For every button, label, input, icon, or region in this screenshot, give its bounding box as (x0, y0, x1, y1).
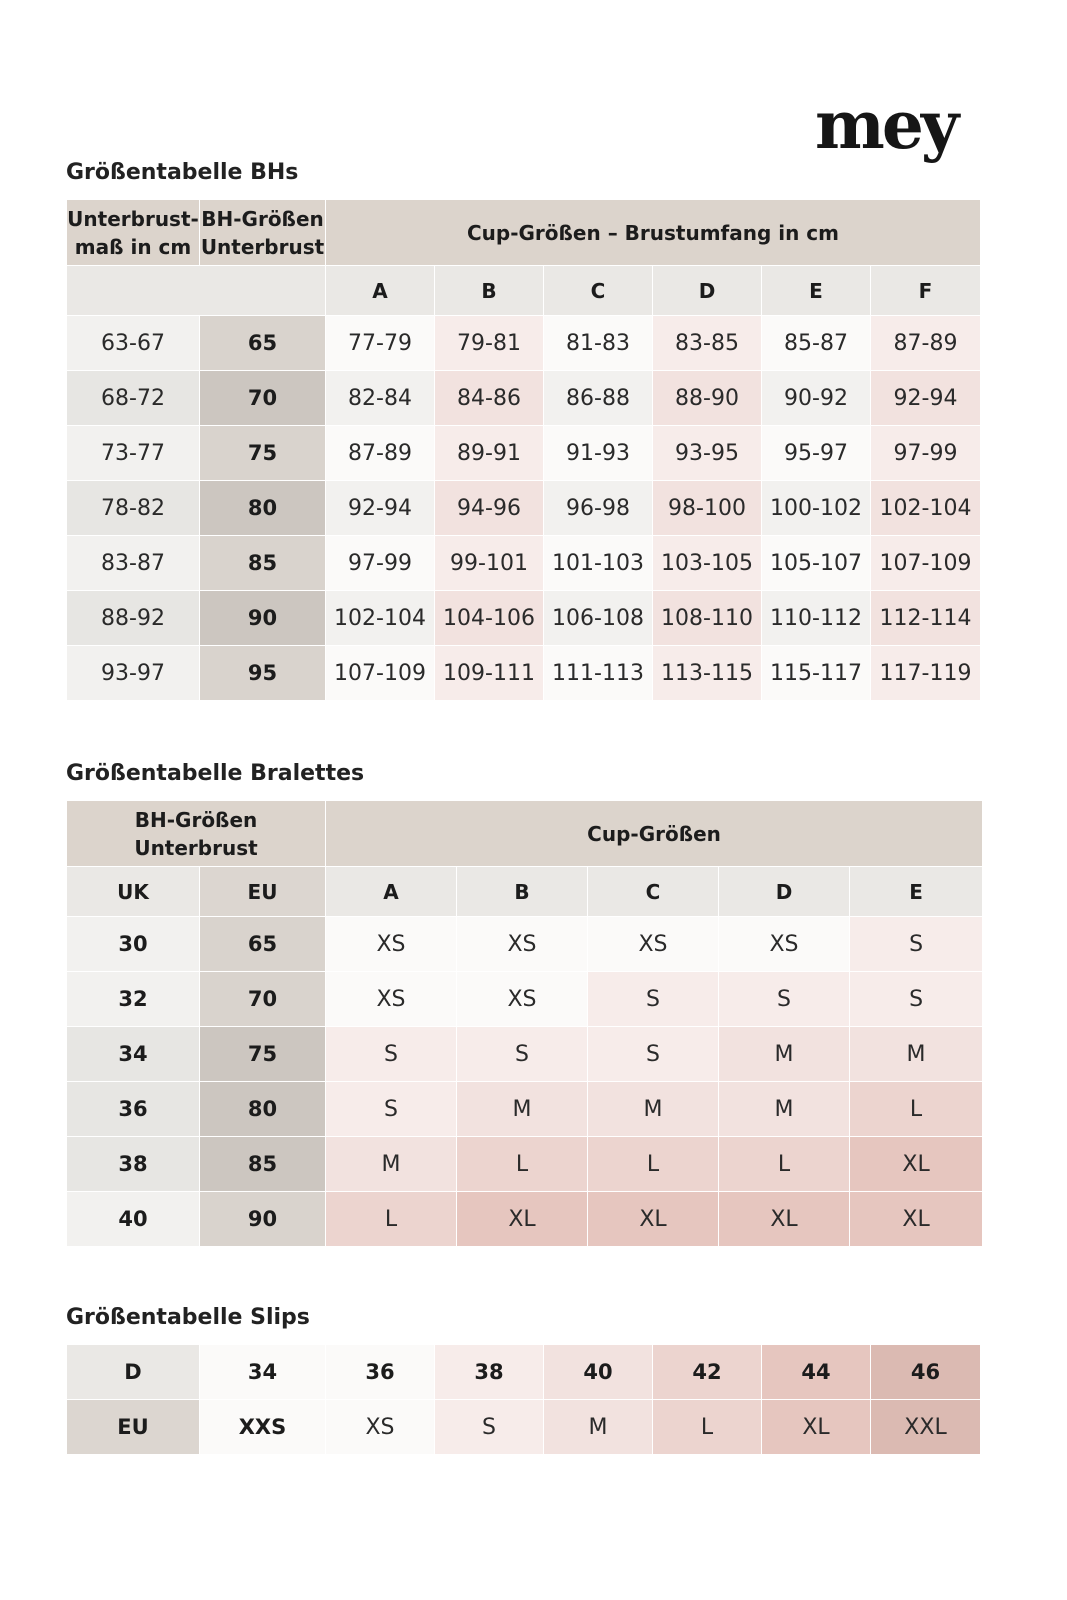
bhs-size-cell: 80 (200, 481, 326, 536)
bhs-size-cell: 65 (200, 316, 326, 371)
bhs-cup-cell: 117-119 (871, 646, 981, 701)
bhs-cup-cell: 110-112 (762, 591, 871, 646)
bralettes-header-eu: EU (200, 867, 326, 917)
bhs-cup-cell: 100-102 (762, 481, 871, 536)
bralettes-cup-cell: S (588, 1027, 719, 1082)
bhs-size-cell: 70 (200, 371, 326, 426)
bhs-cup-cell: 92-94 (326, 481, 435, 536)
bhs-cup-cell: 79-81 (435, 316, 544, 371)
slips-d-cell: 42 (653, 1345, 762, 1400)
bhs-cup-cell: 98-100 (653, 481, 762, 536)
bralettes-uk-cell: 34 (67, 1027, 200, 1082)
slips-d-cell: 44 (762, 1345, 871, 1400)
bhs-underbust-cell: 88-92 (67, 591, 200, 646)
bhs-cup-cell: 83-85 (653, 316, 762, 371)
table-row (67, 591, 981, 646)
table-row (67, 1345, 981, 1400)
bhs-cup-cell: 107-109 (326, 646, 435, 701)
bralettes-cup-cell: XS (457, 917, 588, 972)
slips-table (66, 1344, 981, 1455)
bhs-cup-cell: 109-111 (435, 646, 544, 701)
bralettes-uk-cell: 40 (67, 1192, 200, 1247)
bralettes-cup-cell: S (850, 917, 983, 972)
bhs-cup-cell: 77-79 (326, 316, 435, 371)
bhs-cup-cell: 81-83 (544, 316, 653, 371)
bhs-underbust-cell: 83-87 (67, 536, 200, 591)
bralettes-header-cup-group: Cup-Größen (326, 801, 983, 867)
bhs-cup-header: F (871, 266, 981, 316)
table-row (67, 917, 983, 972)
bralettes-cup-cell: XS (719, 917, 850, 972)
bralettes-cup-cell: L (457, 1137, 588, 1192)
bralettes-cup-cell: L (588, 1137, 719, 1192)
bhs-cup-cell: 113-115 (653, 646, 762, 701)
bhs-cup-cell: 103-105 (653, 536, 762, 591)
bhs-header-cup-group: Cup-Größen – Brustumfang in cm (326, 200, 981, 266)
bhs-cup-cell: 95-97 (762, 426, 871, 481)
bralettes-header-uk: UK (67, 867, 200, 917)
bhs-cup-cell: 96-98 (544, 481, 653, 536)
bralettes-cup-cell: XL (850, 1137, 983, 1192)
slips-title: Größentabelle Slips (66, 1305, 310, 1330)
bhs-size-cell: 90 (200, 591, 326, 646)
bralettes-cup-cell: S (719, 972, 850, 1027)
bralettes-cup-cell: XL (850, 1192, 983, 1247)
slips-d-cell: 40 (544, 1345, 653, 1400)
bralettes-cup-cell: M (850, 1027, 983, 1082)
bhs-underbust-cell: 73-77 (67, 426, 200, 481)
bralettes-cup-cell: XL (457, 1192, 588, 1247)
bhs-cup-cell: 106-108 (544, 591, 653, 646)
table-row (67, 426, 981, 481)
table-row (67, 972, 983, 1027)
bhs-underbust-cell: 68-72 (67, 371, 200, 426)
bhs-underbust-cell: 93-97 (67, 646, 200, 701)
bralettes-cup-cell: XS (326, 972, 457, 1027)
bhs-cup-cell: 102-104 (326, 591, 435, 646)
bhs-cup-cell: 87-89 (871, 316, 981, 371)
bhs-cup-cell: 91-93 (544, 426, 653, 481)
bralettes-cup-cell: XS (326, 917, 457, 972)
slips-eu-cell: XXS (200, 1400, 326, 1455)
slips-row-label-d: D (67, 1345, 200, 1400)
bralettes-cup-header: E (850, 867, 983, 917)
bralettes-cup-cell: S (588, 972, 719, 1027)
bhs-cup-cell: 115-117 (762, 646, 871, 701)
bralettes-cup-header: D (719, 867, 850, 917)
table-row (67, 646, 981, 701)
bhs-cup-cell: 87-89 (326, 426, 435, 481)
bhs-cup-cell: 105-107 (762, 536, 871, 591)
bralettes-cup-cell: M (326, 1137, 457, 1192)
bralettes-eu-cell: 90 (200, 1192, 326, 1247)
bhs-cup-header: C (544, 266, 653, 316)
slips-eu-cell: XS (326, 1400, 435, 1455)
bhs-cup-cell: 89-91 (435, 426, 544, 481)
slips-row-label-eu: EU (67, 1400, 200, 1455)
bhs-size-cell: 75 (200, 426, 326, 481)
bralettes-title: Größentabelle Bralettes (66, 761, 365, 786)
bralettes-uk-cell: 36 (67, 1082, 200, 1137)
bhs-cup-cell: 84-86 (435, 371, 544, 426)
brand-logo: mey (815, 86, 957, 164)
bhs-table (66, 199, 981, 701)
slips-eu-cell: M (544, 1400, 653, 1455)
bhs-cup-header: A (326, 266, 435, 316)
bralettes-cup-cell: M (457, 1082, 588, 1137)
bhs-cup-cell: 85-87 (762, 316, 871, 371)
bralettes-table (66, 800, 983, 1247)
bralettes-cup-cell: XL (588, 1192, 719, 1247)
bralettes-cup-cell: L (326, 1192, 457, 1247)
table-row (67, 1027, 983, 1082)
bralettes-cup-cell: S (326, 1082, 457, 1137)
bralettes-eu-cell: 85 (200, 1137, 326, 1192)
bhs-cup-cell: 108-110 (653, 591, 762, 646)
bhs-title: Größentabelle BHs (66, 160, 299, 185)
bralettes-eu-cell: 70 (200, 972, 326, 1027)
slips-d-cell: 34 (200, 1345, 326, 1400)
bralettes-cup-cell: S (850, 972, 983, 1027)
bralettes-cup-cell: M (719, 1082, 850, 1137)
bhs-cup-cell: 99-101 (435, 536, 544, 591)
bhs-cup-cell: 111-113 (544, 646, 653, 701)
bhs-underbust-cell: 63-67 (67, 316, 200, 371)
slips-eu-cell: XL (762, 1400, 871, 1455)
bralettes-cup-header: B (457, 867, 588, 917)
bhs-cup-cell: 82-84 (326, 371, 435, 426)
bralettes-eu-cell: 80 (200, 1082, 326, 1137)
bhs-cup-cell: 104-106 (435, 591, 544, 646)
bralettes-cup-cell: XS (457, 972, 588, 1027)
slips-eu-cell: S (435, 1400, 544, 1455)
bhs-cup-header: E (762, 266, 871, 316)
slips-d-cell: 46 (871, 1345, 981, 1400)
bhs-cup-cell: 94-96 (435, 481, 544, 536)
bhs-header-underbust: Unterbrust- maß in cm (67, 200, 200, 266)
bralettes-cup-cell: L (850, 1082, 983, 1137)
bralettes-cup-cell: M (719, 1027, 850, 1082)
bhs-header-bh-size: BH-Größen Unterbrust (200, 200, 326, 266)
bralettes-eu-cell: 65 (200, 917, 326, 972)
bhs-cup-cell: 102-104 (871, 481, 981, 536)
bralettes-eu-cell: 75 (200, 1027, 326, 1082)
bhs-size-cell: 85 (200, 536, 326, 591)
bralettes-cup-cell: M (588, 1082, 719, 1137)
bhs-cup-cell: 88-90 (653, 371, 762, 426)
bhs-cup-cell: 112-114 (871, 591, 981, 646)
bhs-cup-cell: 93-95 (653, 426, 762, 481)
bhs-cup-cell: 97-99 (871, 426, 981, 481)
bralettes-cup-cell: S (326, 1027, 457, 1082)
table-row (67, 536, 981, 591)
bhs-cup-cell: 107-109 (871, 536, 981, 591)
table-row (67, 481, 981, 536)
bralettes-header-bh-size: BH-Größen Unterbrust (67, 801, 326, 867)
bralettes-uk-cell: 32 (67, 972, 200, 1027)
bhs-cup-header: B (435, 266, 544, 316)
bralettes-uk-cell: 38 (67, 1137, 200, 1192)
bralettes-cup-cell: XL (719, 1192, 850, 1247)
bhs-cup-cell: 101-103 (544, 536, 653, 591)
bhs-cup-header: D (653, 266, 762, 316)
table-row (67, 1192, 983, 1247)
bralettes-uk-cell: 30 (67, 917, 200, 972)
table-row (67, 371, 981, 426)
bralettes-cup-header: A (326, 867, 457, 917)
bhs-underbust-cell: 78-82 (67, 481, 200, 536)
bhs-subheader-blank (67, 266, 326, 316)
bhs-cup-cell: 92-94 (871, 371, 981, 426)
slips-eu-cell: L (653, 1400, 762, 1455)
table-row (67, 316, 981, 371)
slips-d-cell: 36 (326, 1345, 435, 1400)
table-row (67, 1400, 981, 1455)
slips-eu-cell: XXL (871, 1400, 981, 1455)
table-row (67, 1137, 983, 1192)
table-row (67, 1082, 983, 1137)
bhs-size-cell: 95 (200, 646, 326, 701)
bhs-cup-cell: 90-92 (762, 371, 871, 426)
bralettes-cup-cell: XS (588, 917, 719, 972)
bralettes-cup-cell: L (719, 1137, 850, 1192)
bhs-cup-cell: 97-99 (326, 536, 435, 591)
bhs-cup-cell: 86-88 (544, 371, 653, 426)
slips-d-cell: 38 (435, 1345, 544, 1400)
bralettes-cup-header: C (588, 867, 719, 917)
bralettes-cup-cell: S (457, 1027, 588, 1082)
